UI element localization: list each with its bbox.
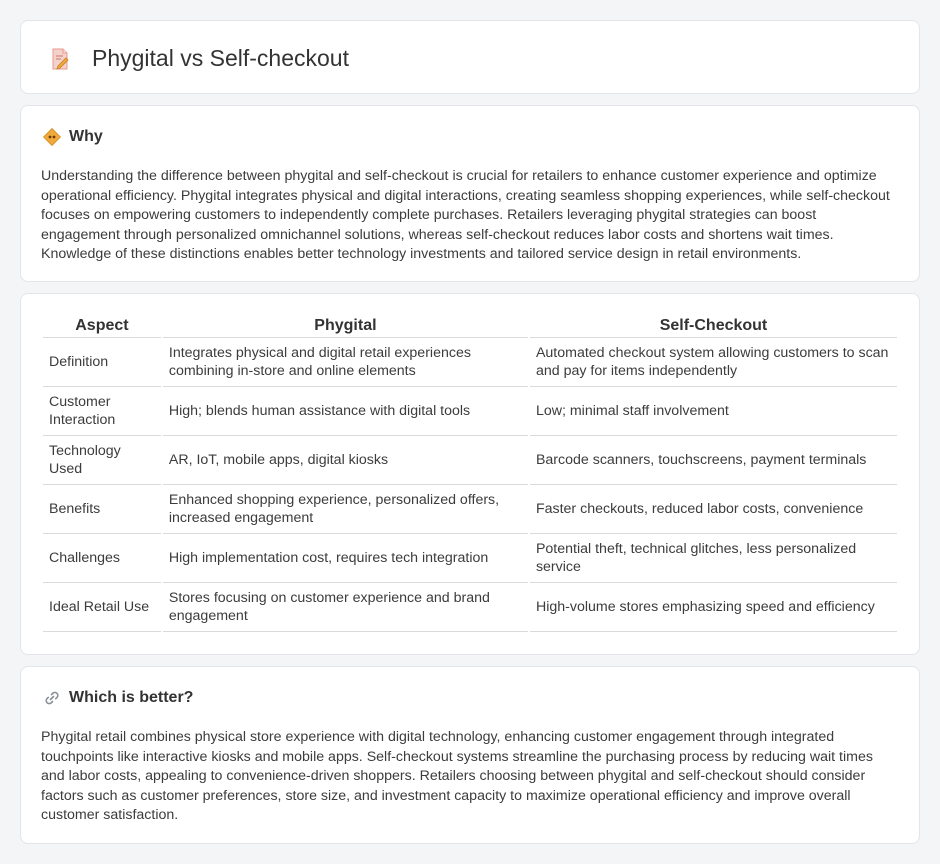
why-body: Understanding the difference between phygital and self-checkout is crucial for retailers to enhance customer experience and optimize operational efficiency. Phygital integrates physical and digital interactions, creating seamless shopping experiences, while self-checkout focuses on empowering customers to independently complete purchases. Retailers leveraging phygital strategies can boost engagement through personalized omnichannel solutions, whereas self-checkout reduces labor costs and shortens wait times. Knowledge of these distinctions enables better technology investments and tailored service design in retail environments. [41,168,890,263]
cell-self-checkout: Barcode scanners, touchscreens, payment terminals [530,436,897,485]
comparison-table [41,314,899,632]
table-row [43,436,897,485]
table-row [43,387,897,436]
which-better-section [20,666,920,844]
cell-phygital: Enhanced shopping experience, personalized offers, increased engagement [163,485,528,534]
cell-phygital: AR, IoT, mobile apps, digital kiosks [163,436,528,485]
table-header-row [43,314,897,338]
cell-aspect: Ideal Retail Use [43,583,161,632]
document-edit-icon [48,47,72,71]
header-aspect: Aspect [43,314,161,338]
cell-phygital: High; blends human assistance with digital tools [163,387,528,436]
cell-self-checkout: Low; minimal staff involvement [530,387,897,436]
better-body: Phygital retail combines physical store experience with digital technology, enhancing customer engagement through integrated touchpoints like interactive kiosks and mobile apps. Self-checkout systems streamline the purchasing process by reducing wait times and labor costs, appealing to convenience-driven shoppers. Retailers choosing between phygital and self-checkout should consider factors such as customer preferences, store size, and investment capacity to maximize operational efficiency and improve overall customer satisfaction. [41,729,873,824]
why-section [20,105,920,282]
title-row [48,45,349,72]
table-row [43,338,897,387]
why-heading: Why [69,128,103,145]
cell-self-checkout: Faster checkouts, reduced labor costs, convenience [530,485,897,534]
table-row [43,534,897,583]
link-icon [43,689,61,707]
better-heading: Which is better? [69,689,194,706]
cell-self-checkout: Automated checkout system allowing customers to scan and pay for items independently [530,338,897,387]
header-self-checkout: Self-Checkout [530,314,897,338]
diamond-sign-icon [43,128,61,146]
cell-aspect: Technology Used [43,436,161,485]
title-card [20,20,920,94]
why-header [43,128,103,146]
cell-aspect: Challenges [43,534,161,583]
cell-self-checkout: Potential theft, technical glitches, less personalized service [530,534,897,583]
table-row [43,583,897,632]
cell-aspect: Customer Interaction [43,387,161,436]
cell-self-checkout: High-volume stores emphasizing speed and efficiency [530,583,897,632]
cell-aspect: Definition [43,338,161,387]
comparison-card [20,293,920,655]
better-header [43,689,193,707]
page-title: Phygital vs Self-checkout [92,45,349,71]
header-phygital: Phygital [163,314,528,338]
cell-phygital: Integrates physical and digital retail experiences combining in-store and online elements [163,338,528,387]
table-row [43,485,897,534]
cell-aspect: Benefits [43,485,161,534]
cell-phygital: Stores focusing on customer experience and brand engagement [163,583,528,632]
cell-phygital: High implementation cost, requires tech integration [163,534,528,583]
